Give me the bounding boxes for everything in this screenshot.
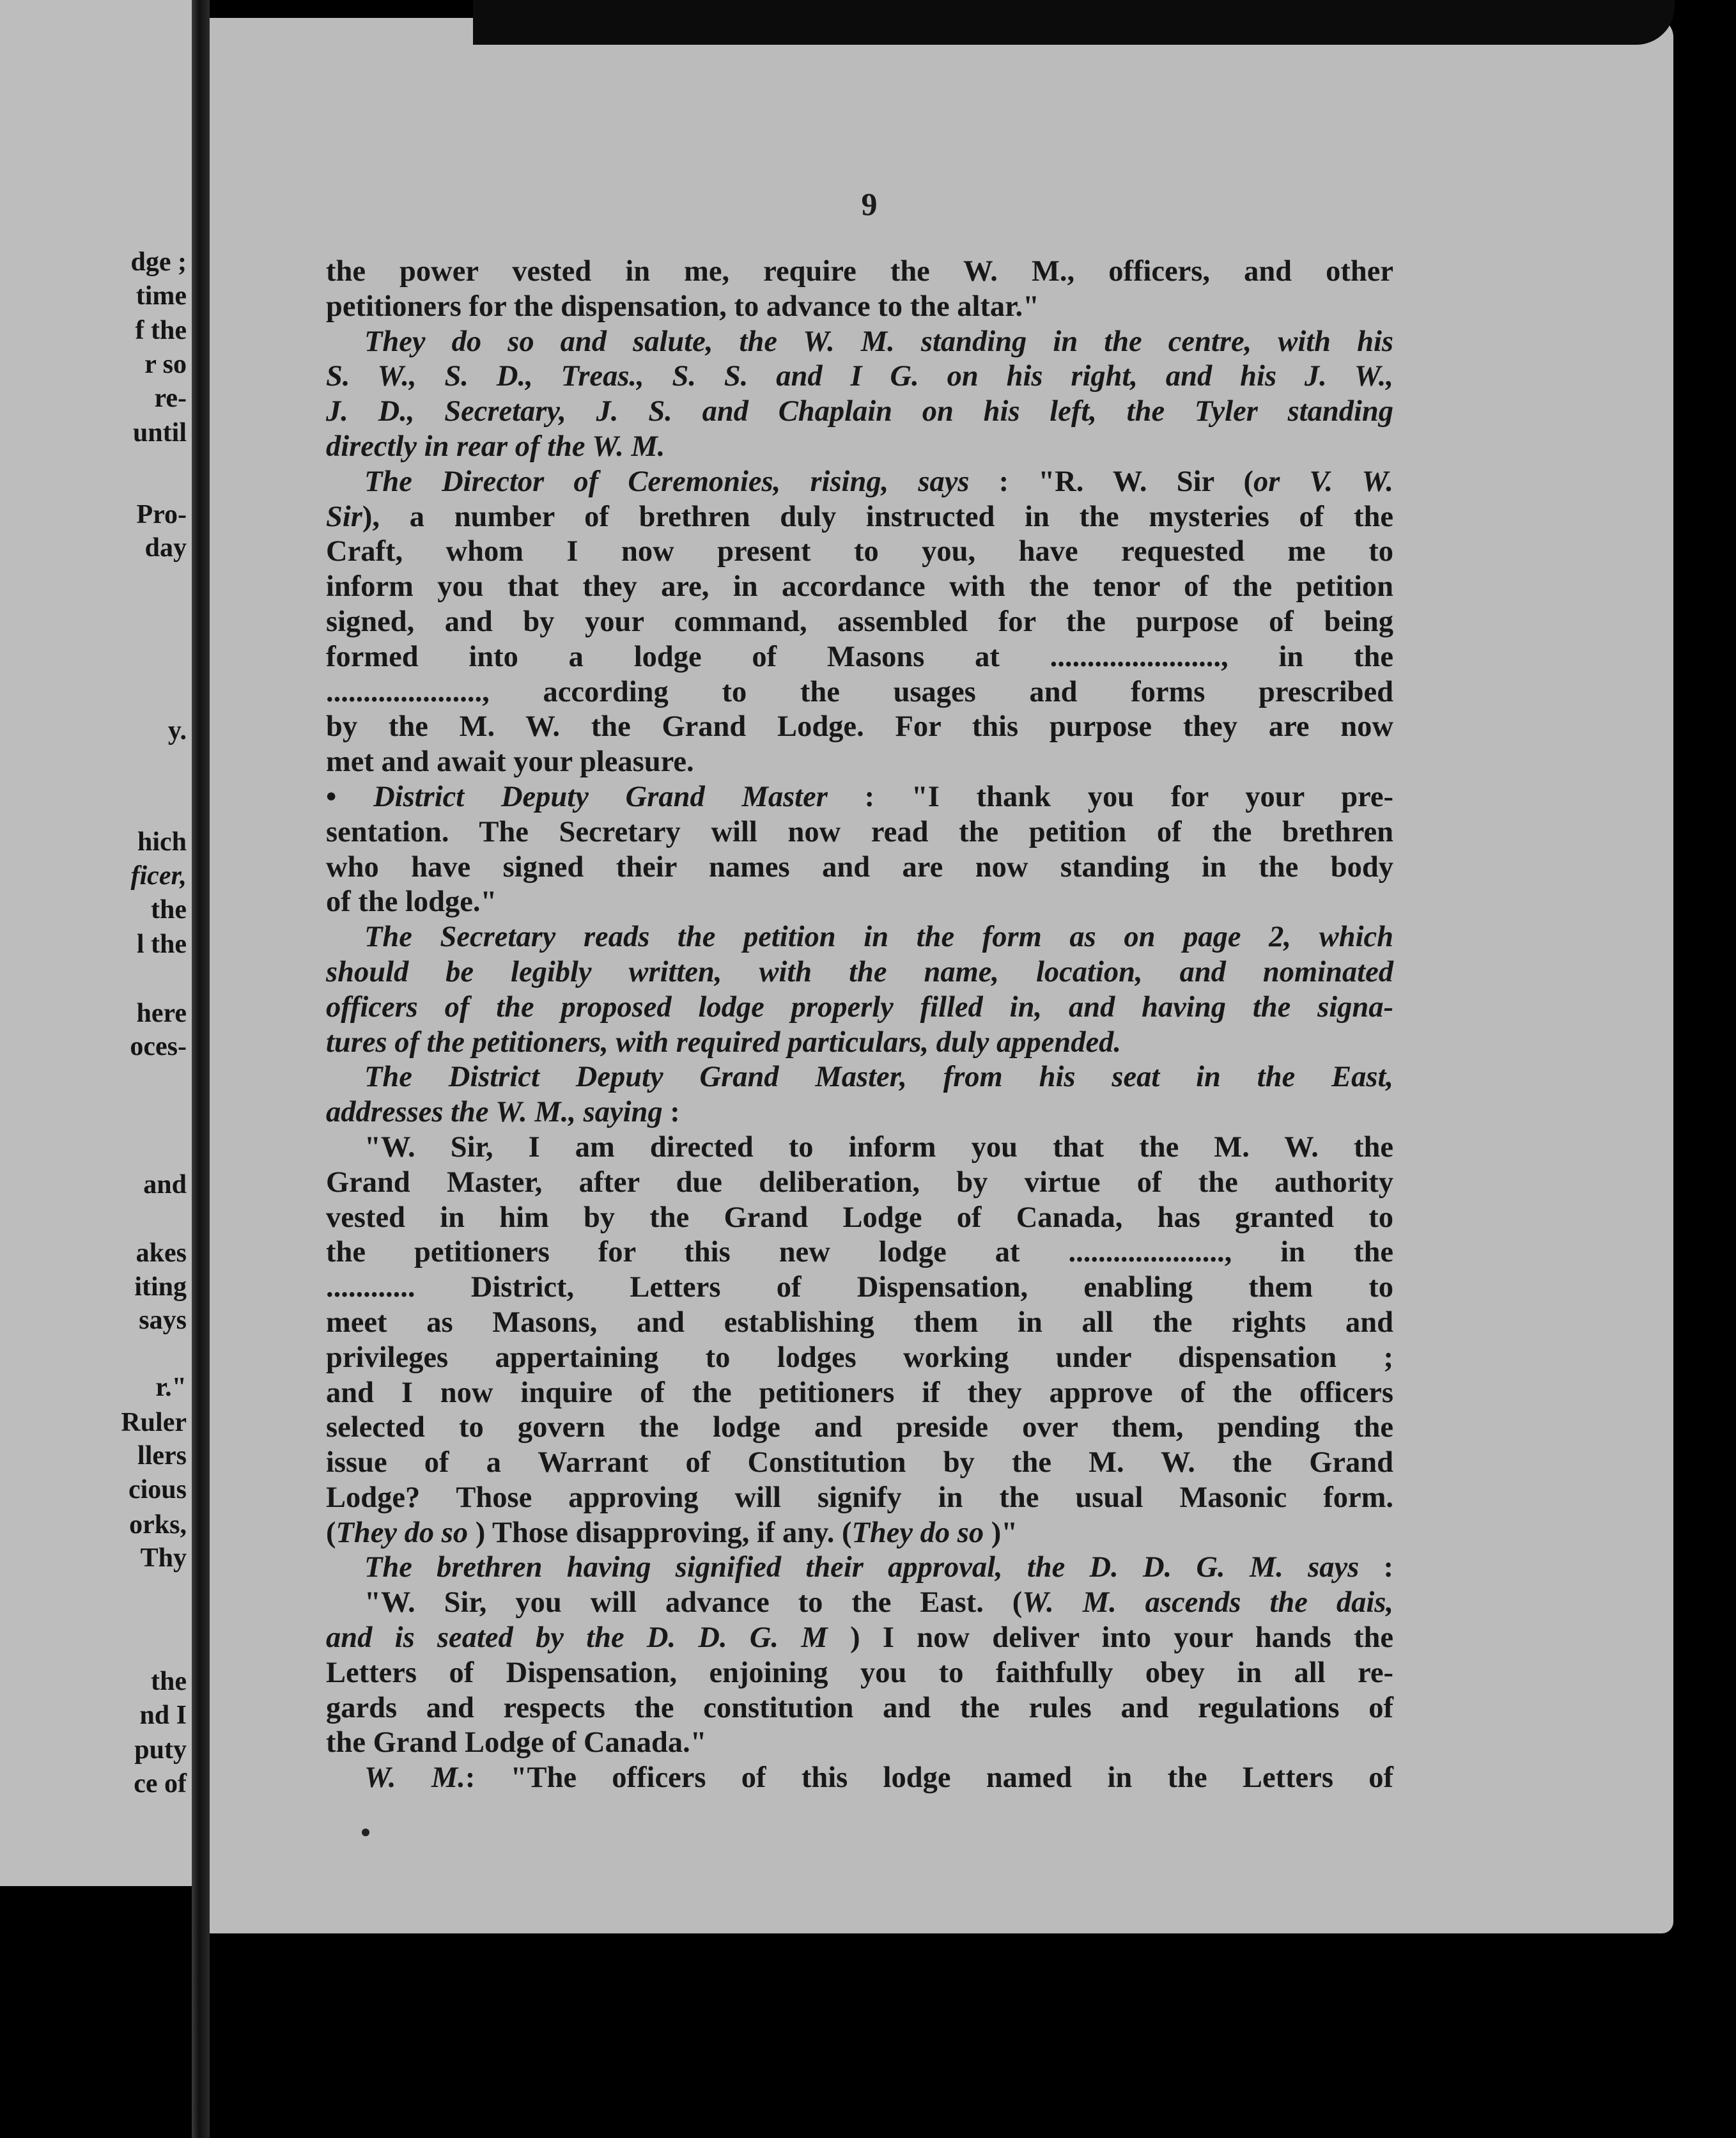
text-run: Craft, whom I now present to you, have requested me to [326, 535, 1393, 568]
text-run: issue of a Warrant of Constitution by the M. W. the Grand [326, 1446, 1393, 1479]
text-run: gards and respects the constitution and the rules and regulations of [326, 1691, 1393, 1724]
text-run: : [1359, 1551, 1393, 1584]
text-line [326, 710, 1393, 745]
text-run: met and await your pleasure. [326, 745, 694, 779]
text-line [326, 1095, 1393, 1130]
italic-run: District Deputy Grand Master [373, 780, 828, 813]
text-run: the power vested in me, require the W. M., officers, and other [326, 255, 1393, 288]
text-run: meet as Masons, and establishing them in all the rights and [326, 1306, 1393, 1339]
text-line [326, 675, 1393, 710]
text-line [326, 325, 1393, 360]
text-line [326, 745, 1393, 780]
facing-page-fragment: r." [155, 1373, 187, 1402]
facing-page-fragment: l the [136, 930, 187, 959]
facing-page-fragment: Ruler [121, 1408, 187, 1437]
scan-shadow [473, 0, 1675, 45]
text-line [326, 990, 1393, 1026]
facing-page-fragment: Pro- [136, 500, 187, 529]
facing-page-fragment: llers [137, 1441, 187, 1471]
text-line [326, 1270, 1393, 1306]
text-run: petitioners for the dispensation, to advance to the altar." [326, 290, 1039, 323]
facing-page-fragment: r so [144, 350, 187, 379]
italic-run: W. M. [364, 1761, 465, 1795]
text-line [326, 955, 1393, 990]
text-line [326, 1691, 1393, 1726]
italic-run: The Director of Ceremonies, rising, says [364, 465, 970, 498]
italic-run: The District Deputy Grand Master, from his seat in the East, [364, 1061, 1393, 1094]
text-run: vested in him by the Grand Lodge of Canada, has granted to [326, 1201, 1393, 1234]
text-run: selected to govern the lodge and preside over them, pending the [326, 1411, 1393, 1444]
text-run: formed into a lodge of Masons at ......................., in the [326, 640, 1393, 673]
page-number: 9 [861, 186, 878, 222]
text-run: • [326, 780, 374, 813]
text-line [326, 1376, 1393, 1411]
facing-page-fragment: oces- [130, 1032, 187, 1061]
italic-run: S. W., S. D., Treas., S. S. and I G. on his right, and his J. W., [326, 360, 1393, 393]
text-line [326, 920, 1393, 955]
text-line [326, 1726, 1393, 1761]
text-run: and I now inquire of the petitioners if they approve of the officers [326, 1376, 1393, 1409]
facing-page-fragment: says [139, 1306, 187, 1335]
text-line [326, 1201, 1393, 1236]
text-line [326, 1586, 1393, 1621]
book-gutter [192, 0, 210, 2138]
facing-page-fragment: hich [137, 827, 187, 857]
ink-dot [362, 1829, 369, 1836]
text-line [326, 885, 1393, 920]
italic-run: directly in rear of the W. M. [326, 430, 665, 463]
facing-page-fragment: day [144, 533, 187, 563]
text-run: signed, and by your command, assembled for the purpose of being [326, 605, 1393, 638]
text-run: Lodge? Those approving will signify in the usual Masonic form. [326, 1481, 1393, 1514]
italic-run: officers of the proposed lodge properly filled in, and having the signa- [326, 990, 1393, 1024]
text-run: ............ District, Letters of Dispensation, enabling them to [326, 1271, 1393, 1304]
text-line [326, 500, 1393, 535]
text-run: : "The officers of this lodge named in the Letters of [465, 1761, 1393, 1795]
facing-page-fragment: orks, [129, 1510, 187, 1540]
text-line [326, 1166, 1393, 1201]
text-run: "W. Sir, you will advance to the East. ( [364, 1586, 1023, 1619]
text-line [326, 570, 1393, 605]
facing-page-fragment: the [151, 1667, 187, 1696]
text-line [326, 1516, 1393, 1551]
page-body-text [326, 254, 1393, 1796]
facing-page-fragment: cious [128, 1475, 187, 1504]
facing-page-fragment: iting [134, 1272, 187, 1302]
text-run: who have signed their names and are now standing in the body [326, 850, 1393, 884]
text-line [326, 1060, 1393, 1095]
text-line [326, 1410, 1393, 1446]
text-run: ), a number of brethren duly instructed in the mysteries of the [362, 500, 1393, 533]
facing-page-fragment: until [132, 418, 187, 448]
text-line [326, 815, 1393, 850]
text-line [326, 1306, 1393, 1341]
facing-page-fragment: re- [154, 384, 187, 413]
text-run: : [662, 1096, 680, 1129]
text-line [326, 605, 1393, 640]
text-line [326, 1656, 1393, 1691]
text-line [326, 1446, 1393, 1481]
italic-run: They do so [851, 1516, 984, 1549]
text-line [326, 1481, 1393, 1516]
facing-page-fragment: f the [135, 316, 187, 345]
text-run: )" [984, 1516, 1018, 1549]
text-line [326, 1761, 1393, 1796]
facing-page-fragment: ficer, [130, 861, 187, 891]
text-run: the petitioners for this new lodge at ....................., in the [326, 1236, 1393, 1269]
text-line [326, 1621, 1393, 1656]
text-line [326, 290, 1393, 325]
italic-run: addresses the W. M., saying [326, 1096, 663, 1129]
facing-page-fragment: time [136, 281, 187, 311]
text-line [326, 1026, 1393, 1061]
text-run: : "R. W. Sir ( [969, 465, 1253, 498]
text-run: of the lodge." [326, 886, 497, 919]
text-run: the Grand Lodge of Canada." [326, 1726, 707, 1760]
facing-page-fragment: akes [136, 1238, 187, 1268]
text-line [326, 640, 1393, 675]
text-line [326, 359, 1393, 394]
text-run: Letters of Dispensation, enjoining you to faithfully obey in all re- [326, 1656, 1393, 1689]
text-run: : "I thank you for your pre- [827, 780, 1393, 813]
text-line [326, 1130, 1393, 1166]
text-run: "W. Sir, I am directed to inform you that the M. W. the [364, 1130, 1393, 1164]
text-line [326, 1550, 1393, 1586]
text-run: privileges appertaining to lodges working under dispensation ; [326, 1341, 1393, 1374]
facing-page-fragment: Thy [140, 1543, 187, 1573]
text-line [326, 394, 1393, 430]
text-run: Grand Master, after due deliberation, by virtue of the authority [326, 1166, 1393, 1199]
italic-run: J. D., Secretary, J. S. and Chaplain on his left, the Tyler standing [326, 395, 1393, 428]
italic-run: The brethren having signified their approval, the D. D. G. M. says [364, 1551, 1360, 1584]
italic-run: tures of the petitioners, with required particulars, duly appended. [326, 1026, 1121, 1059]
text-run: by the M. W. the Grand Lodge. For this purpose they are now [326, 710, 1393, 744]
italic-run: Sir [326, 500, 362, 533]
text-line [326, 850, 1393, 886]
text-run: ) Those disapproving, if any. ( [468, 1516, 852, 1549]
italic-run: should be legibly written, with the name, location, and nominated [326, 955, 1393, 988]
text-run: inform you that they are, in accordance with the tenor of the petition [326, 570, 1393, 604]
facing-page-fragment: the [151, 895, 187, 925]
facing-page-fragment: ce of [134, 1769, 187, 1799]
italic-run: They do so and salute, the W. M. standing in the centre, with his [364, 325, 1393, 358]
italic-run: W. M. ascends the dais, [1022, 1586, 1393, 1619]
italic-run: They do so [336, 1516, 469, 1549]
facing-page-left [0, 0, 192, 1886]
italic-run: and is seated by the D. D. G. M [326, 1621, 828, 1655]
facing-page-fragment: puty [134, 1735, 187, 1765]
facing-page-fragment: and [143, 1170, 187, 1199]
text-line [326, 1341, 1393, 1376]
facing-page-fragment: here [136, 999, 187, 1028]
facing-page-fragment: y. [167, 716, 187, 745]
text-run: sentation. The Secretary will now read the petition of the brethren [326, 815, 1393, 848]
italic-run: or V. W. [1253, 465, 1394, 498]
text-line [326, 534, 1393, 570]
italic-run: The Secretary reads the petition in the form as on page 2, which [364, 921, 1393, 954]
text-line [326, 1235, 1393, 1270]
facing-page-fragment: nd I [139, 1701, 187, 1730]
facing-page-fragment: dge ; [130, 247, 187, 277]
text-line [326, 430, 1393, 465]
text-run: ) I now deliver into your hands the [827, 1621, 1393, 1655]
text-line [326, 780, 1393, 815]
text-run: ( [326, 1516, 336, 1549]
text-line [326, 465, 1393, 500]
text-run: ....................., according to the usages and forms prescribed [326, 675, 1393, 708]
text-line [326, 254, 1393, 290]
